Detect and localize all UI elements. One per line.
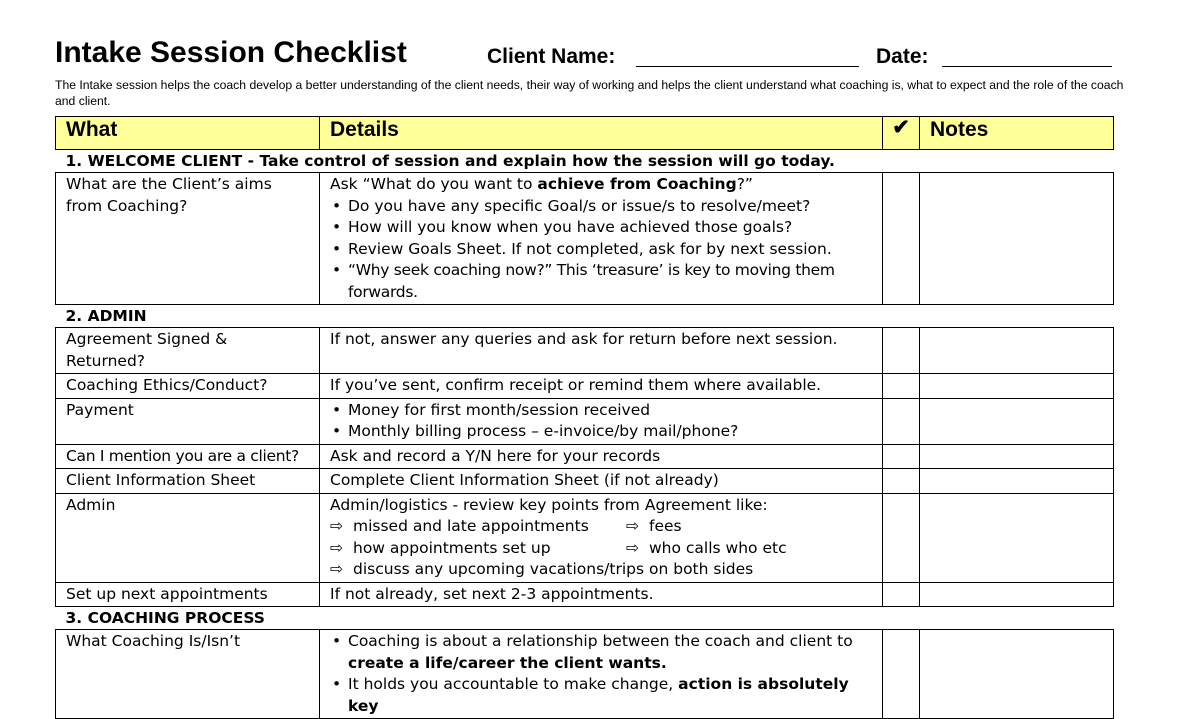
row-checkbox[interactable]: [883, 469, 920, 494]
arrow-item: ⇨ discuss any upcoming vacations/trips on both sides: [330, 559, 873, 581]
row-notes[interactable]: [920, 630, 1114, 719]
date-field[interactable]: [942, 66, 1112, 67]
row-notes[interactable]: [920, 582, 1114, 607]
row-details: [320, 630, 883, 719]
row-details: Ask “What do you want to achieve from Coaching?” • Do you have any specific Goal/s or issue/s to resolve/meet? • How will you know when you have achieved those goals? • Review Goals Sheet. If not completed, ask for by next session. • “Why seek coaching now?” This ‘treasure’ is key to moving them forwards.: [320, 173, 883, 305]
row-what: Payment: [56, 398, 320, 444]
table-row: [56, 444, 1114, 469]
row-notes[interactable]: [920, 444, 1114, 469]
list-item: • Coaching is about a relationship between the coach and client to create a life/career the client wants.: [330, 631, 873, 674]
arrow-item: ⇨ fees: [626, 516, 873, 538]
arrow-item: ⇨ how appointments set up: [330, 538, 626, 560]
row-what: Coaching Ethics/Conduct?: [56, 374, 320, 399]
table-row: [56, 469, 1114, 494]
client-name-label: Client Name:: [487, 45, 616, 68]
row-details: If you’ve sent, confirm receipt or remind them where available.: [320, 374, 883, 399]
row-what: Set up next appointments: [56, 582, 320, 607]
table-row: [56, 630, 1114, 719]
checkmark-icon: ✔: [883, 117, 920, 150]
list-item: • Money for first month/session received: [330, 400, 873, 422]
client-name-field[interactable]: [636, 66, 859, 67]
column-header-what: What: [56, 117, 320, 150]
table-row: [56, 173, 1114, 305]
row-details: [320, 398, 883, 444]
row-notes[interactable]: [920, 173, 1114, 305]
section-heading-coaching: 3. COACHING PROCESS: [65, 609, 265, 627]
row-details: Ask and record a Y/N here for your records: [320, 444, 883, 469]
row-details: If not already, set next 2-3 appointments.: [320, 582, 883, 607]
table-row: [56, 398, 1114, 444]
table-row: [56, 328, 1114, 374]
list-item: • It holds you accountable to make change, action is absolutely key: [330, 674, 873, 717]
section-row: [56, 607, 1114, 630]
row-what: What are the Client’s aims from Coaching?: [56, 173, 320, 305]
section-heading-welcome: 1. WELCOME CLIENT - Take control of session and explain how the session will go today.: [65, 152, 835, 170]
list-item: • Do you have any specific Goal/s or issue/s to resolve/meet?: [330, 196, 873, 218]
row-what: Can I mention you are a client?: [56, 444, 320, 469]
table-header-row: [56, 117, 1114, 150]
row-what: Client Information Sheet: [56, 469, 320, 494]
row-what: What Coaching Is/Isn’t: [56, 630, 320, 719]
column-header-notes: Notes: [920, 117, 1114, 150]
row-checkbox[interactable]: [883, 398, 920, 444]
column-header-details: Details: [320, 117, 883, 150]
intro-text: The Intake session helps the coach develop a better understanding of the client needs, their way of working and helps the client understand what coaching is, what to expect and the role of the coach and client.: [55, 78, 1124, 108]
row-details: Admin/logistics - review key points from Agreement like: ⇨ missed and late appointments ⇨ fees ⇨ how appointments set up ⇨ who calls who etc ⇨ discuss any upcoming vacations/trips on both sides: [320, 493, 883, 582]
section-row: [56, 305, 1114, 328]
checklist-table: [55, 116, 1114, 719]
row-notes[interactable]: [920, 493, 1114, 582]
row-what: Agreement Signed & Returned?: [56, 328, 320, 374]
table-row: [56, 374, 1114, 399]
list-item: • Monthly billing process – e-invoice/by mail/phone?: [330, 421, 873, 443]
arrow-item: ⇨ who calls who etc: [626, 538, 873, 560]
row-what: Admin: [56, 493, 320, 582]
row-notes[interactable]: [920, 374, 1114, 399]
list-item: • “Why seek coaching now?” This ‘treasure’ is key to moving them forwards.: [330, 260, 873, 303]
row-details: If not, answer any queries and ask for return before next session.: [320, 328, 883, 374]
row-notes[interactable]: [920, 398, 1114, 444]
arrow-item: ⇨ missed and late appointments: [330, 516, 626, 538]
row-notes[interactable]: [920, 469, 1114, 494]
row-checkbox[interactable]: [883, 328, 920, 374]
page-title: Intake Session Checklist: [55, 36, 407, 69]
table-row: [56, 493, 1114, 582]
list-item: • Review Goals Sheet. If not completed, ask for by next session.: [330, 239, 873, 261]
row-checkbox[interactable]: [883, 173, 920, 305]
row-checkbox[interactable]: [883, 630, 920, 719]
row-notes[interactable]: [920, 328, 1114, 374]
table-row: [56, 582, 1114, 607]
row-details: Complete Client Information Sheet (if not already): [320, 469, 883, 494]
row-checkbox[interactable]: [883, 582, 920, 607]
date-label: Date:: [876, 45, 929, 68]
section-row: [56, 150, 1114, 173]
list-item: • How will you know when you have achieved those goals?: [330, 217, 873, 239]
row-checkbox[interactable]: [883, 444, 920, 469]
row-checkbox[interactable]: [883, 493, 920, 582]
section-heading-admin: 2. ADMIN: [65, 307, 147, 325]
row-checkbox[interactable]: [883, 374, 920, 399]
